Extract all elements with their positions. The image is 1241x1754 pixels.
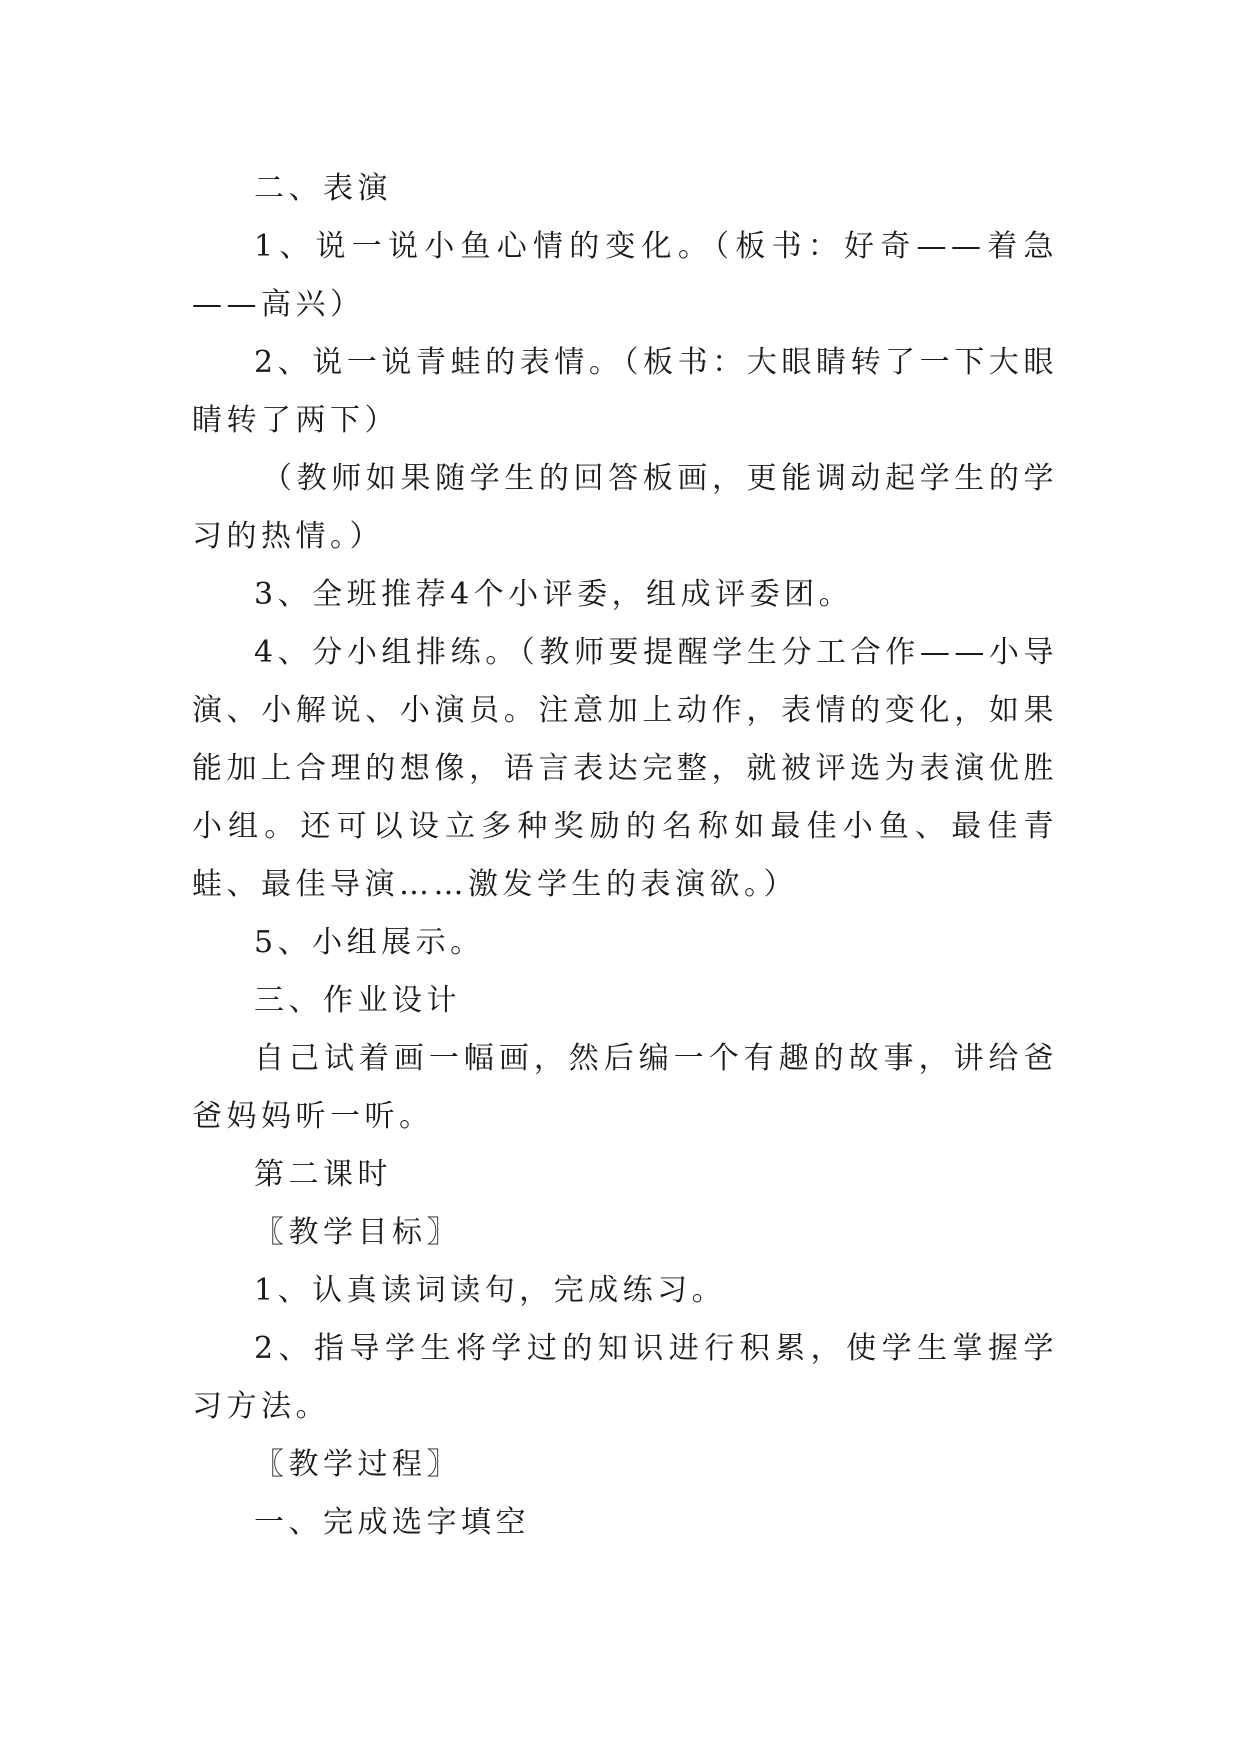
heading-teaching-goals: 〖教学目标〗: [254, 1215, 461, 1250]
section-heading-homework: 三、作业设计: [254, 983, 461, 1018]
document-body: [192, 160, 1058, 1552]
paragraph-judges: 3、全班推荐4个小评委，组成评委团。: [254, 577, 854, 612]
paragraph-goal-2: 2、指导学生将学过的知识进行积累，使学生掌握学习方法。: [192, 1331, 1058, 1424]
paragraph-homework: 自己试着画一幅画，然后编一个有趣的故事，讲给爸爸妈妈听一听。: [192, 1041, 1058, 1134]
section-heading-fill-in: 一、完成选字填空: [254, 1505, 530, 1540]
paragraph-group-rehearsal: 4、分小组排练。（教师要提醒学生分工合作——小导演、小解说、小演员。注意加上动作，表情的变化，如果能加上合理的想像，语言表达完整，就被评选为表演优胜小组。还可以设立多种奖励的名称如最佳小鱼、最佳青蛙、最佳导演……激发学生的表演欲。）: [192, 635, 1058, 902]
paragraph-teacher-note: （教师如果随学生的回答板画，更能调动起学生的学习的热情。）: [192, 461, 1058, 554]
section-heading-performance: 二、表演: [254, 171, 392, 206]
paragraph-group-show: 5、小组展示。: [254, 925, 485, 960]
paragraph-goal-1: 1、认真读词读句，完成练习。: [254, 1273, 727, 1308]
paragraph-fish-mood: 1、说一说小鱼心情的变化。（板书：好奇——着急——高兴）: [192, 229, 1058, 322]
heading-teaching-process: 〖教学过程〗: [254, 1447, 461, 1482]
paragraph-frog-expression: 2、说一说青蛙的表情。（板书：大眼睛转了一下大眼睛转了两下）: [192, 345, 1058, 438]
heading-second-lesson: 第二课时: [254, 1157, 392, 1192]
